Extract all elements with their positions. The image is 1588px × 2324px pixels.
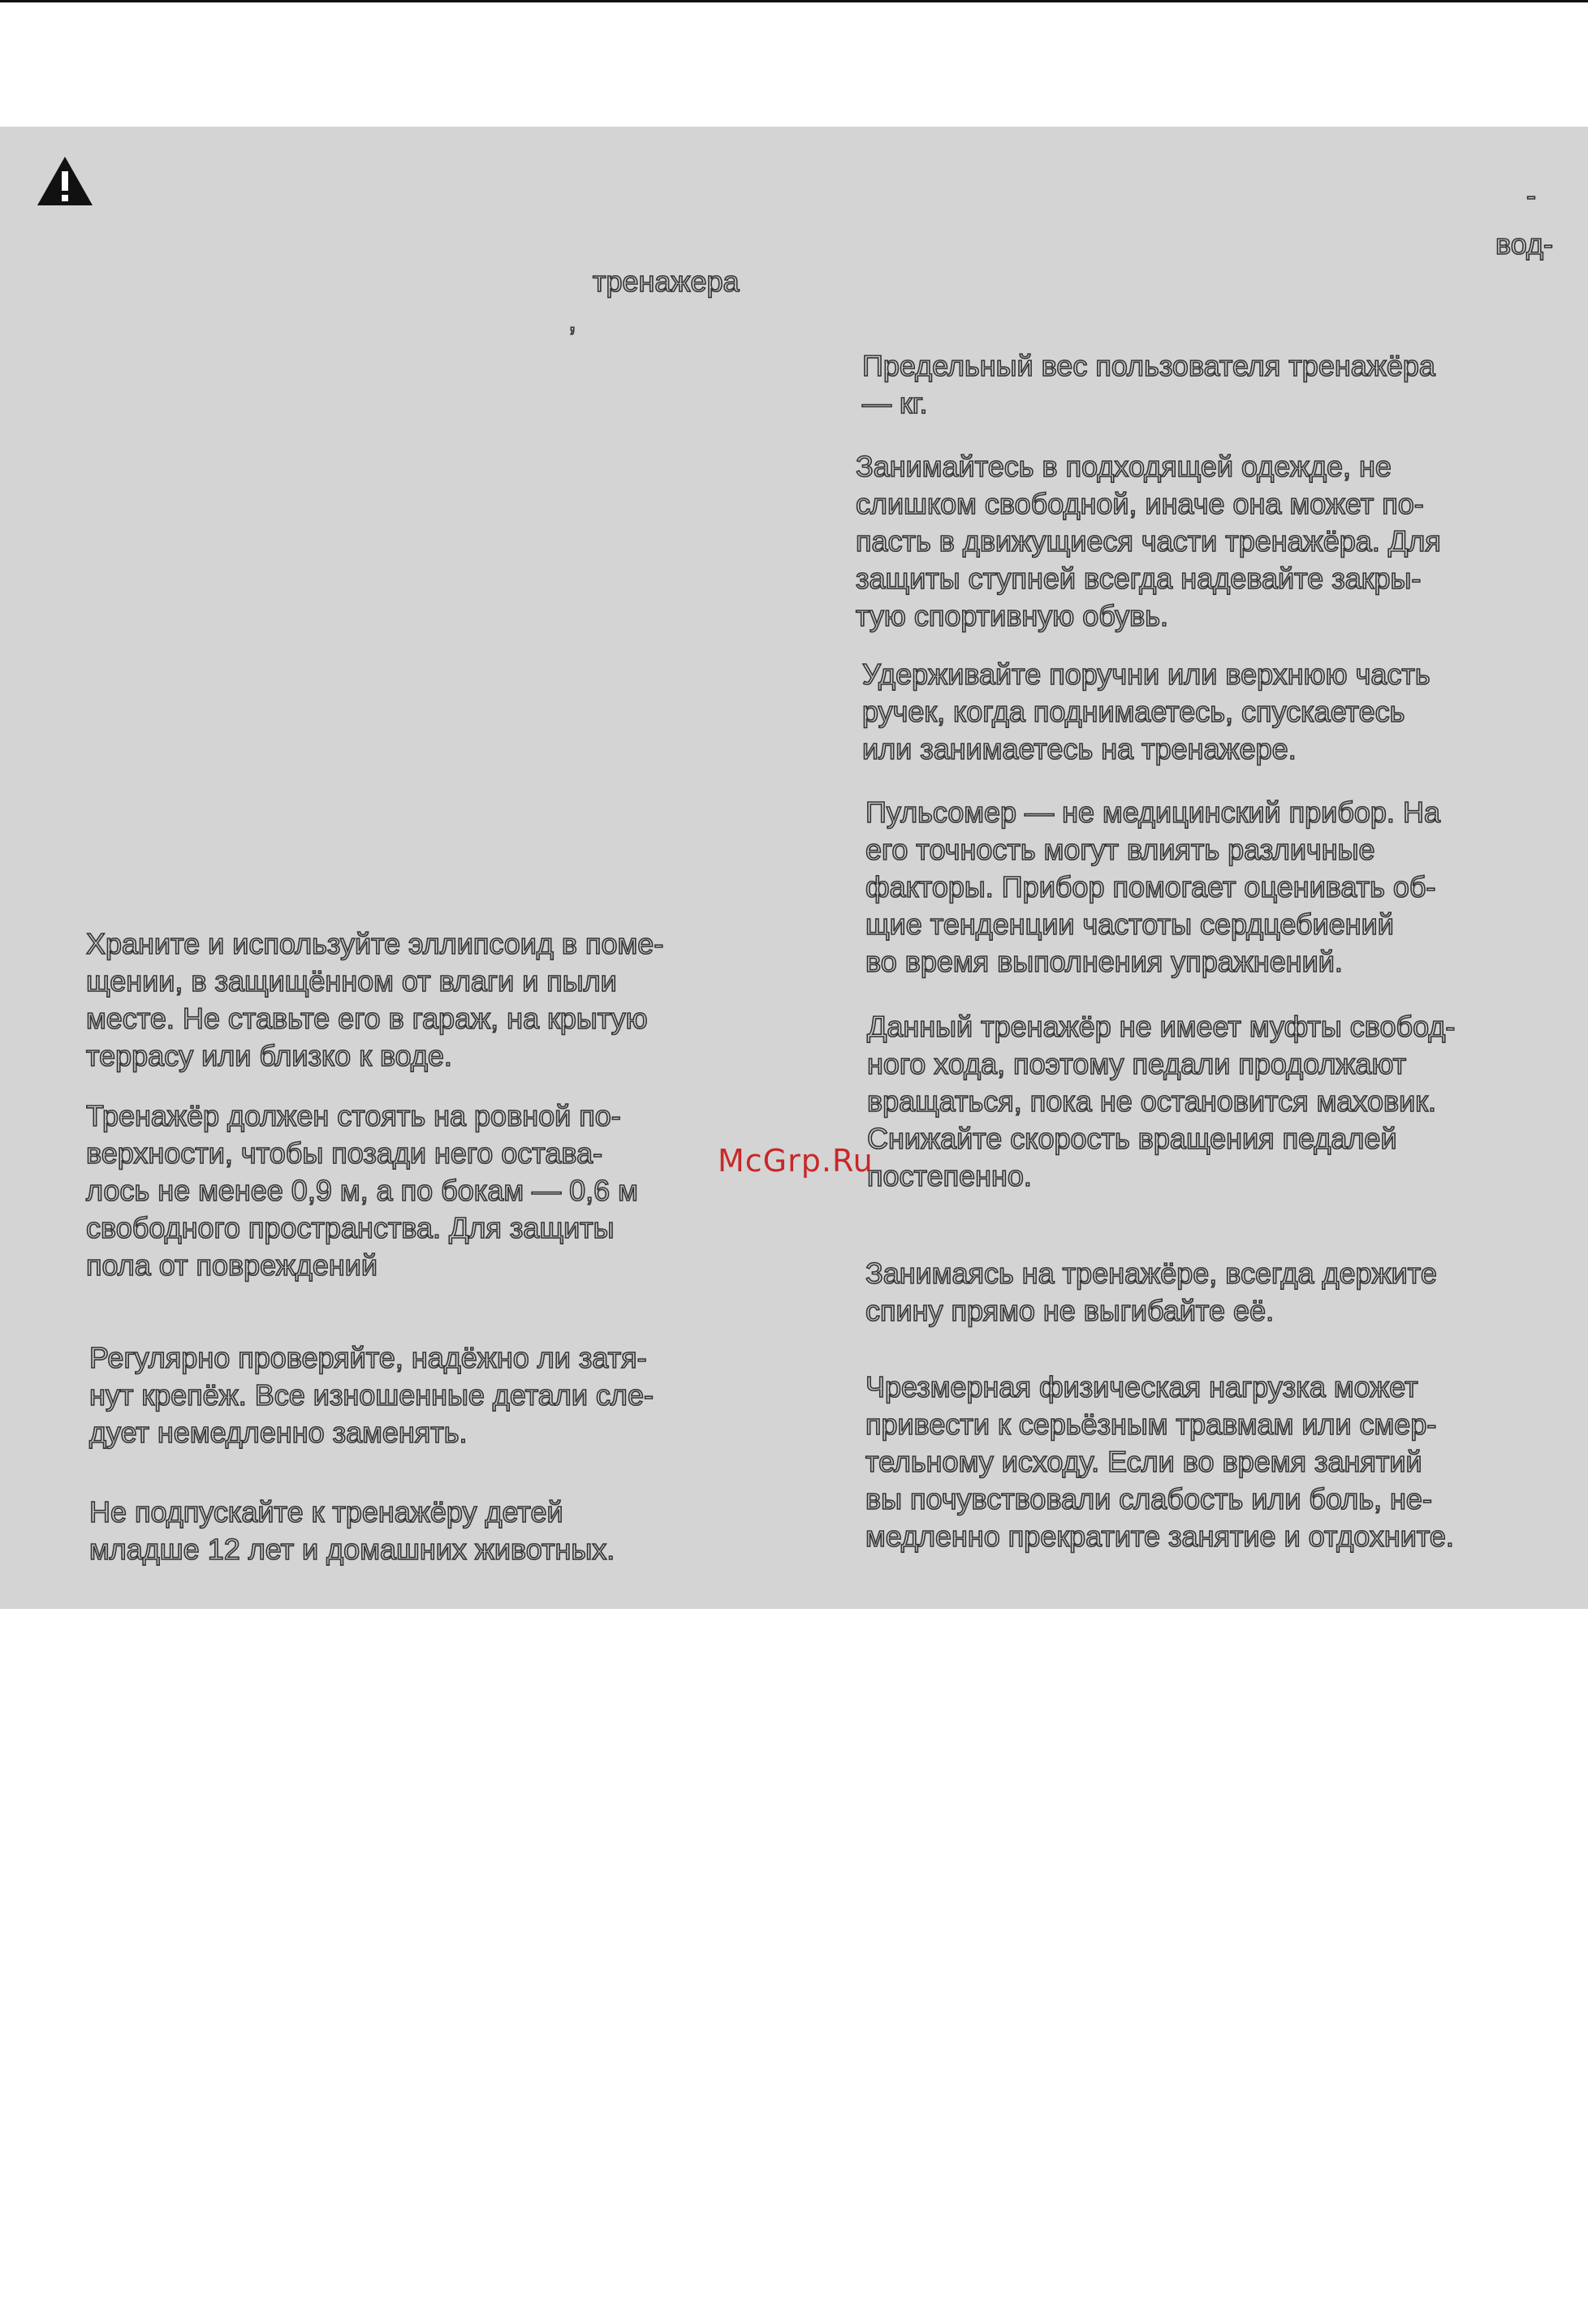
para-handrails: Удерживайте поручни или верхнюю часть ручек, когда поднимаетесь, спускаетесь или занимаетесь на тренажере. xyxy=(862,658,1430,765)
para-clothing: Занимайтесь в подходящей одежде, не слишком свободной, иначе она может по- пасть в движущиеся части тренажёра. Для защиты ступней всегда надевайте закры- тую спортивную обувь. xyxy=(856,450,1441,632)
para-storage: Храните и используйте эллипсоид в поме- щении, в защищённом от влаги и пыли месте. Не ставьте его в гараж, на крытую террасу или близко к воде. xyxy=(86,927,664,1072)
fragment-comma: , xyxy=(568,304,577,337)
top-rule xyxy=(0,0,1588,2)
para-posture: Занимаясь на тренажёре, всегда держите спину прямо не выгибайте её. xyxy=(865,1257,1437,1327)
watermark-text: McGrp.Ru xyxy=(718,1143,874,1179)
para-fasteners: Регулярно проверяйте, надёжно ли затя- нут крепёж. Все изношенные детали сле- дует немедленно заменять. xyxy=(89,1341,654,1449)
para-children: Не подпускайте к тренажёру детей младше 12 лет и домашних животных. xyxy=(89,1495,615,1566)
para-placement: Тренажёр должен стоять на ровной по- верхности, чтобы позади него остава- лось не менее 0,9 м, а по бокам — 0,6 м свободного пространства. Для защиты пола от повреждений xyxy=(86,1099,638,1282)
para-max-weight: Предельный вес пользователя тренажёра — кг. xyxy=(862,349,1435,420)
para-flywheel: Данный тренажёр не имеет муфты свобод- ного хода, поэтому педали продолжают вращаться, пока не остановится маховик. Снижайте скорость вращения педалей постепенно. xyxy=(867,1010,1456,1192)
para-overload: Чрезмерная физическая нагрузка может привести к серьёзным травмам или смер- тельному исходу. Если во время занятий вы почувствовали слабость или боль, не- медленно прекратите занятие и отдохните. xyxy=(865,1370,1454,1553)
warning-triangle-icon xyxy=(36,155,94,207)
para-pulse-meter: Пульсомер — не медицинский прибор. На его точность могут влиять различные факторы. Прибор помогает оценивать об- щие тенденции частоты сердцебиений во время выполнения упражнений. xyxy=(865,796,1440,978)
fragment-trenazhera: тренажера xyxy=(593,265,740,298)
fragment-vod: вод- xyxy=(1495,227,1553,261)
fragment-dash: - xyxy=(1526,179,1536,212)
safety-panel xyxy=(0,127,1588,1609)
